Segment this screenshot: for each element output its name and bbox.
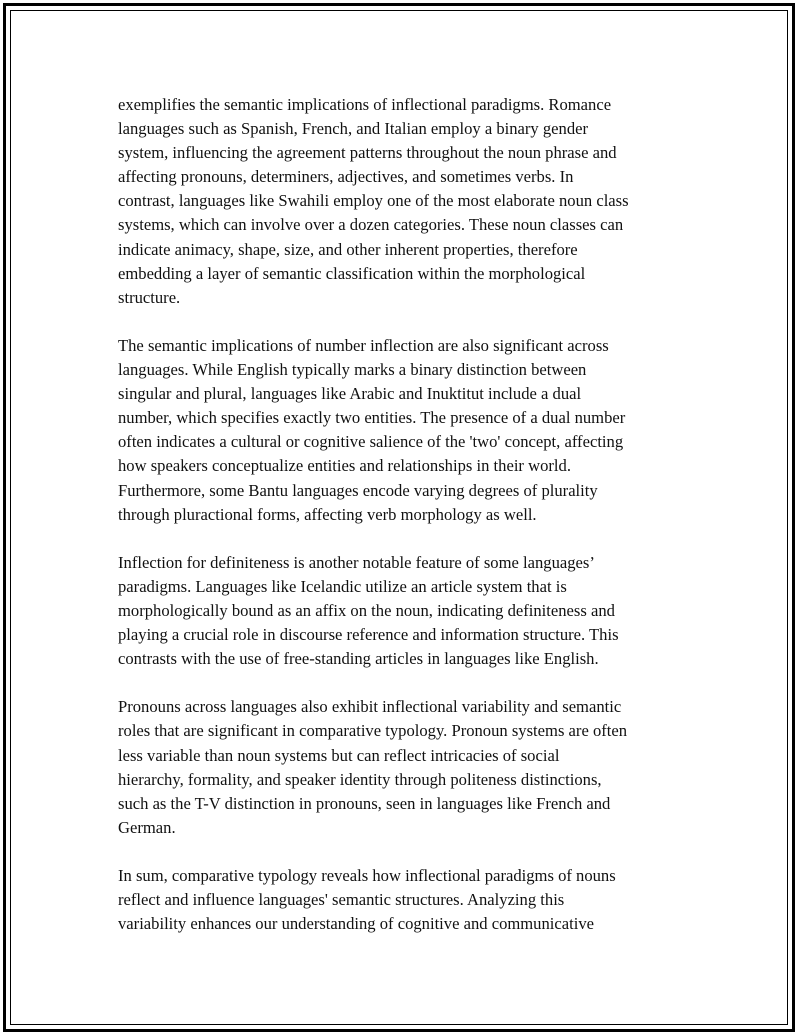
paragraph-definiteness: Inflection for definiteness is another notable feature of some languages’ paradigms. Languages like Icelandic utilize an article system that is morphologically bound as an affix on the noun, indicating definiteness and playing a crucial role in discourse reference and information structure. This contrasts with the use of free-standing articles in languages like English. (118, 552, 619, 669)
document-body (118, 93, 688, 960)
paragraph-number-inflection: The semantic implications of number inflection are also significant across languages. While English typically marks a binary distinction between singular and plural, languages like Arabic and Inuktitut include a dual number, which specifies exactly two entities. The presence of a dual number often indicates a cultural or cognitive salience of the 'two' concept, affecting how speakers conceptualize entities and relationships in their world. Furthermore, some Bantu languages encode varying degrees of plurality through pluractional forms, affecting verb morphology as well. (118, 335, 626, 524)
paragraph-gender-noun-class: exemplifies the semantic implications of inflectional paradigms. Romance languages such as Spanish, French, and Italian employ a binary gender system, influencing the agreement patterns throughout the noun phrase and affecting pronouns, determiners, adjectives, and sometimes verbs. In contrast, languages like Swahili employ one of the most elaborate noun class systems, which can involve over a dozen categories. These noun classes can indicate animacy, shape, size, and other inherent properties, therefore embedding a layer of semantic classification within the morphological structure. (118, 95, 629, 307)
paragraph-pronouns: Pronouns across languages also exhibit inflectional variability and semantic roles that are significant in comparative typology. Pronoun systems are often less variable than noun systems but can reflect intricacies of social hierarchy, formality, and speaker identity through politeness distinctions, such as the T-V distinction in pronouns, seen in languages like French and German. (118, 697, 628, 837)
paragraph-summary: In sum, comparative typology reveals how inflectional paradigms of nouns reflect and influence languages' semantic structures. Analyzing this variability enhances our understanding of cognitive and communicative (118, 866, 616, 934)
